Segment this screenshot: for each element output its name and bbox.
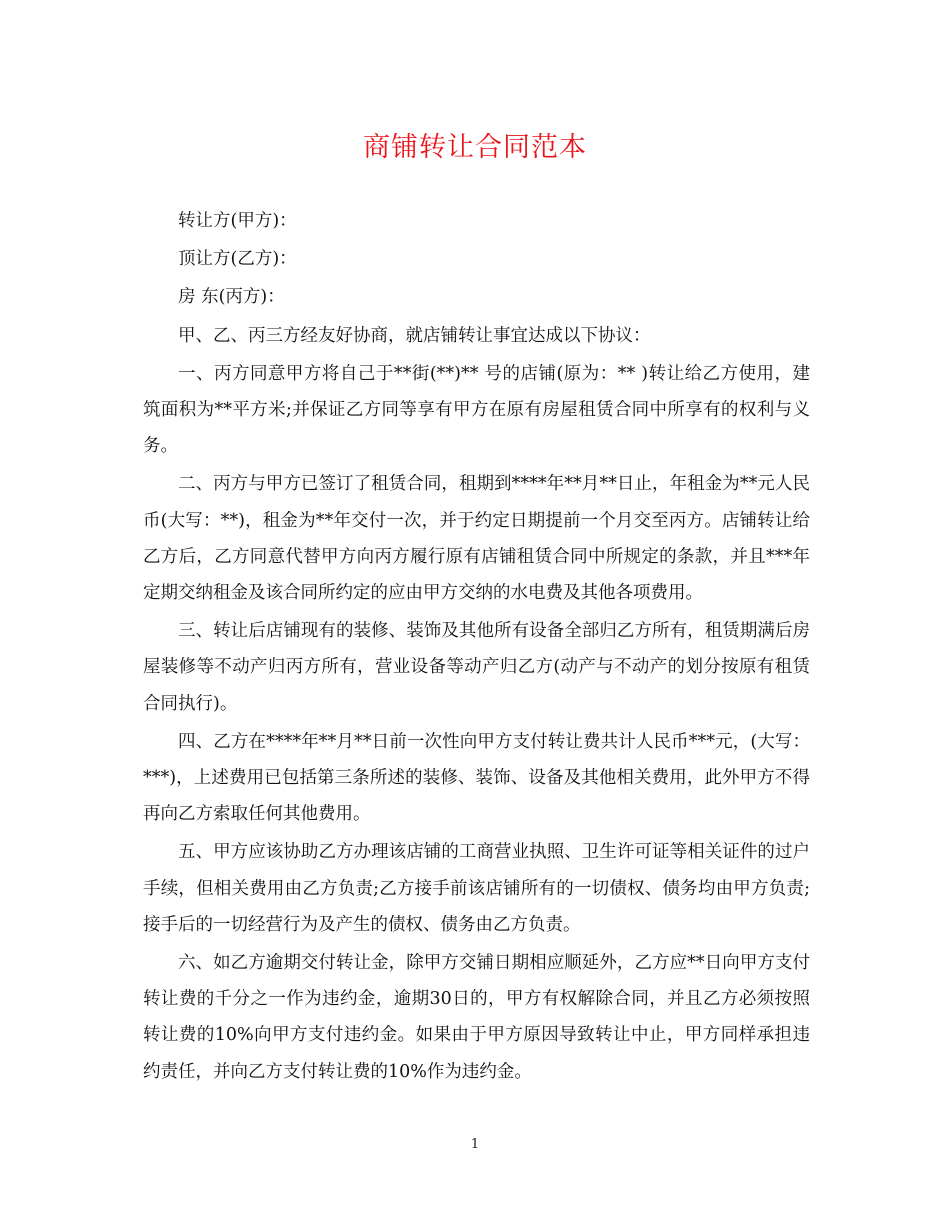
intro-paragraph: 甲、乙、丙三方经友好协商，就店铺转让事宜达成以下协议：: [178, 325, 651, 346]
clause-5: 五、甲方应该协助乙方办理该店铺的工商营业执照、卫生许可证等相关证件的过户手续，但相关费用由乙方负责;乙方接手前该店铺所有的一切债权、债务均由甲方负责;接手后的一切经营行为及产生的债权、债务由乙方负责。: [143, 842, 810, 935]
clause-3: 三、转让后店铺现有的装修、装饰及其他所有设备全部归乙方所有，租赁期满后房屋装修等不动产归丙方所有，营业设备等动产归乙方(动产与不动产的划分按原有租赁合同执行)。: [143, 621, 810, 714]
document-body: [143, 203, 810, 1090]
clause-1: 一、丙方同意甲方将自己于**街(**)** 号的店铺(原为：** )转让给乙方使用，建筑面积为**平方米;并保证乙方同等享有甲方在原有房屋租赁合同中所享有的权利与义务。: [143, 363, 810, 457]
transferor-line: 转让方(甲方)：: [178, 211, 297, 231]
document-title: 商铺转让合同范本: [363, 132, 587, 163]
clause-4: 四、乙方在****年**月**日前一次性向甲方支付转让费共计人民币***元，(大写：***)，上述费用已包括第三条所述的装修、装饰、设备及其他相关费用，此外甲方不得再向乙方索取任何其他费用。: [143, 731, 810, 825]
clause-2: 二、丙方与甲方已签订了租赁合同，租期到****年**月**日止，年租金为**元人民币(大写：**)，租金为**年交付一次，并于约定日期提前一个月交至丙方。店铺转让给乙方后，乙方同意代替甲方向丙方履行原有店铺租赁合同中所规定的条款，并且***年定期交纳租金及该合同所约定的应由甲方交纳的水电费及其他各项费用。: [143, 474, 810, 604]
clause-6: 六、如乙方逾期交付转让金，除甲方交铺日期相应顺延外，乙方应**日向甲方支付转让费的千分之一作为违约金，逾期30日的，甲方有权解除合同，并且乙方必须按照转让费的10%向甲方支付违约金。如果由于甲方原因导致转让中止，甲方同样承担违约责任，并向乙方支付转让费的10%作为违约金。: [143, 953, 810, 1082]
landlord-line: 房 东(丙方)：: [178, 287, 285, 308]
transferee-line: 顶让方(乙方)：: [178, 249, 297, 270]
page-number: 1: [470, 1137, 480, 1152]
